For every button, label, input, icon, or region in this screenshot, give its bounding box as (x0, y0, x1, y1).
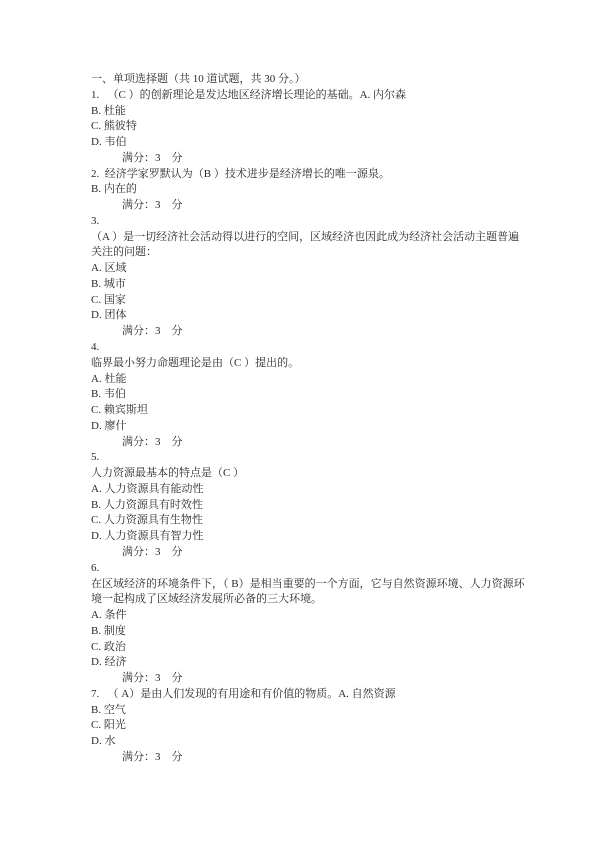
question-list (91, 88, 525, 766)
score-label: 满分：3 分 (122, 435, 183, 448)
answer-option: B. 制度 (91, 624, 126, 637)
question-stem: 5. (91, 451, 100, 464)
answer-option: D. 廖什 (91, 419, 127, 432)
answer-option: A. 人力资源具有能动性 (91, 482, 204, 495)
answer-option: C. 国家 (91, 293, 126, 306)
answer-option: A. 条件 (91, 609, 127, 622)
answer-option: B. 内在的 (91, 183, 137, 196)
answer-option: D. 水 (91, 735, 116, 748)
answer-option: D. 韦伯 (91, 136, 127, 149)
question-stem: 6. (91, 561, 100, 574)
question-stem: 7. （ A）是由人们发现的有用途和有价值的物质。A. 自然资源 (91, 687, 396, 700)
question-stem: 4. (91, 341, 100, 354)
question-4 (91, 340, 511, 450)
question-6 (91, 561, 525, 687)
answer-option: B. 杜能 (91, 104, 126, 117)
score-label: 满分：3 分 (122, 199, 183, 212)
question-stem: 境一起构成了区域经济发展所必备的三大环境。 (91, 593, 322, 606)
answer-option: D. 团体 (91, 309, 127, 322)
answer-option: C. 熊彼特 (91, 120, 137, 133)
question-stem: （A ）是一切经济社会活动得以进行的空间，区域经济也因此成为经济社会活动主题普遍 (91, 230, 520, 243)
question-2 (91, 167, 511, 214)
answer-option: D. 人力资源具有智力性 (91, 530, 204, 543)
answer-option: C. 赖宾斯坦 (91, 404, 148, 417)
score-label: 满分：3 分 (122, 545, 183, 558)
question-stem: 人力资源最基本的特点是（C ） (91, 467, 245, 480)
section-title: 一、单项选择题（共 10 道试题，共 30 分。） (91, 73, 306, 85)
answer-option: B. 空气 (91, 703, 126, 716)
score-label: 满分：3 分 (122, 151, 183, 164)
answer-option: B. 城市 (91, 277, 126, 290)
question-stem: 关注的问题： (91, 246, 157, 259)
answer-option: C. 政治 (91, 640, 126, 653)
question-stem: 1. （C ）的创新理论是发达地区经济增长理论的基础。A. 内尔森 (91, 88, 407, 101)
answer-option: C. 人力资源具有生物性 (91, 514, 203, 527)
score-label: 满分：3 分 (122, 750, 183, 763)
question-stem: 临界最小努力命题理论是由（C ）提出的。 (91, 356, 300, 369)
answer-option: D. 经济 (91, 656, 127, 669)
answer-option: B. 人力资源具有时效性 (91, 498, 203, 511)
score-label: 满分：3 分 (122, 672, 183, 685)
question-stem: 2. 经济学家罗默认为（B ）技术进步是经济增长的唯一源泉。 (91, 167, 390, 180)
answer-option: A. 区域 (91, 262, 127, 275)
question-7 (91, 687, 511, 766)
question-3 (91, 214, 520, 340)
question-1 (91, 88, 511, 167)
answer-option: A. 杜能 (91, 372, 127, 385)
answer-option: C. 阳光 (91, 719, 126, 732)
question-stem: 3. (91, 214, 100, 227)
answer-option: B. 韦伯 (91, 388, 126, 401)
question-stem: 在区域经济的环境条件下，（ B）是相当重要的一个方面，它与自然资源环境、人力资源环 (91, 577, 525, 590)
score-label: 满分：3 分 (122, 325, 183, 338)
document-page (91, 72, 525, 766)
question-5 (91, 450, 511, 560)
